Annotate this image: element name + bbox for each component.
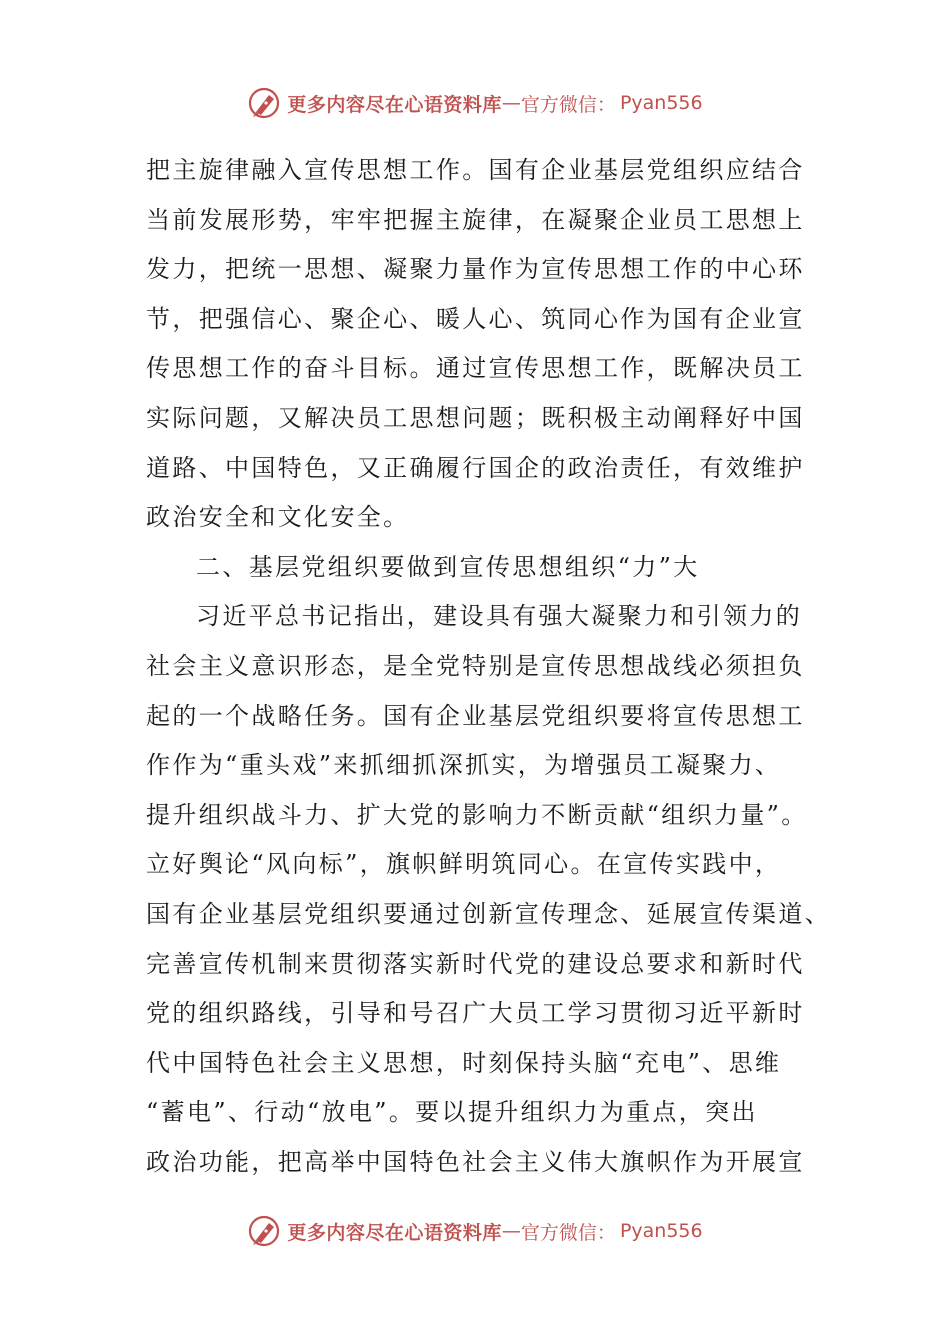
body-line: 起的一个战略任务。国有企业基层党组织要将宣传思想工 <box>146 701 805 730</box>
body-line: 提升组织战斗力、扩大党的影响力不断贡献“组织力量”。 <box>146 800 808 829</box>
body-line: 代中国特色社会主义思想，时刻保持头脑“充电”、思维 <box>146 1048 782 1077</box>
body-line: 习近平总书记指出，建设具有强大凝聚力和引领力的 <box>196 602 803 631</box>
header-banner <box>0 83 950 123</box>
section-heading: 二、基层党组织要做到宣传思想组织“力”大 <box>196 552 700 581</box>
banner-separator: — <box>501 92 521 114</box>
body-line: 党的组织路线，引导和号召广大员工学习贯彻习近平新时 <box>146 999 805 1028</box>
body-line: 实际问题，又解决员工思想问题；既积极主动阐释好中国 <box>146 403 805 432</box>
banner-brand-text: 更多内容尽在心语资料库 <box>287 93 502 116</box>
banner-contact-label: 官方微信： <box>520 1221 616 1244</box>
body-line: 发力，把统一思想、凝聚力量作为宣传思想工作的中心环 <box>146 255 805 284</box>
body-line: 政治安全和文化安全。 <box>146 503 410 532</box>
banner-contact-id: Pyan556 <box>619 1220 703 1242</box>
body-line: 当前发展形势，牢牢把握主旋律，在凝聚企业员工思想上 <box>146 205 805 234</box>
banner-contact-label: 官方微信： <box>520 93 616 116</box>
body-line: 国有企业基层党组织要通过创新宣传理念、延展宣传渠道、 <box>146 899 832 928</box>
banner-brand-text: 更多内容尽在心语资料库 <box>287 1221 502 1244</box>
body-line: “蓄电”、行动“放电”。要以提升组织力为重点，突出 <box>146 1098 758 1127</box>
body-line: 政治功能，把高举中国特色社会主义伟大旗帜作为开展宣 <box>146 1147 805 1176</box>
body-line: 把主旋律融入宣传思想工作。国有企业基层党组织应结合 <box>146 156 805 184</box>
pen-nib-logo-icon <box>247 1214 281 1248</box>
body-line: 传思想工作的奋斗目标。通过宣传思想工作，既解决员工 <box>146 354 805 383</box>
body-line: 作作为“重头戏”来抓细抓深抓实，为增强员工凝聚力、 <box>146 751 782 780</box>
body-line: 社会主义意识形态，是全党特别是宣传思想战线必须担负 <box>146 651 805 680</box>
footer-banner <box>0 1211 950 1251</box>
document-body <box>146 146 832 1187</box>
pen-nib-logo-icon <box>247 86 281 120</box>
banner-separator: — <box>501 1220 521 1242</box>
body-line: 立好舆论“风向标”，旗帜鲜明筑同心。在宣传实践中， <box>146 850 782 879</box>
body-line: 节，把强信心、聚企心、暖人心、筑同心作为国有企业宣 <box>146 304 805 333</box>
body-line: 道路、中国特色，又正确履行国企的政治责任，有效维护 <box>146 453 805 482</box>
banner-contact-id: Pyan556 <box>619 92 703 114</box>
body-line: 完善宣传机制来贯彻落实新时代党的建设总要求和新时代 <box>146 949 805 978</box>
